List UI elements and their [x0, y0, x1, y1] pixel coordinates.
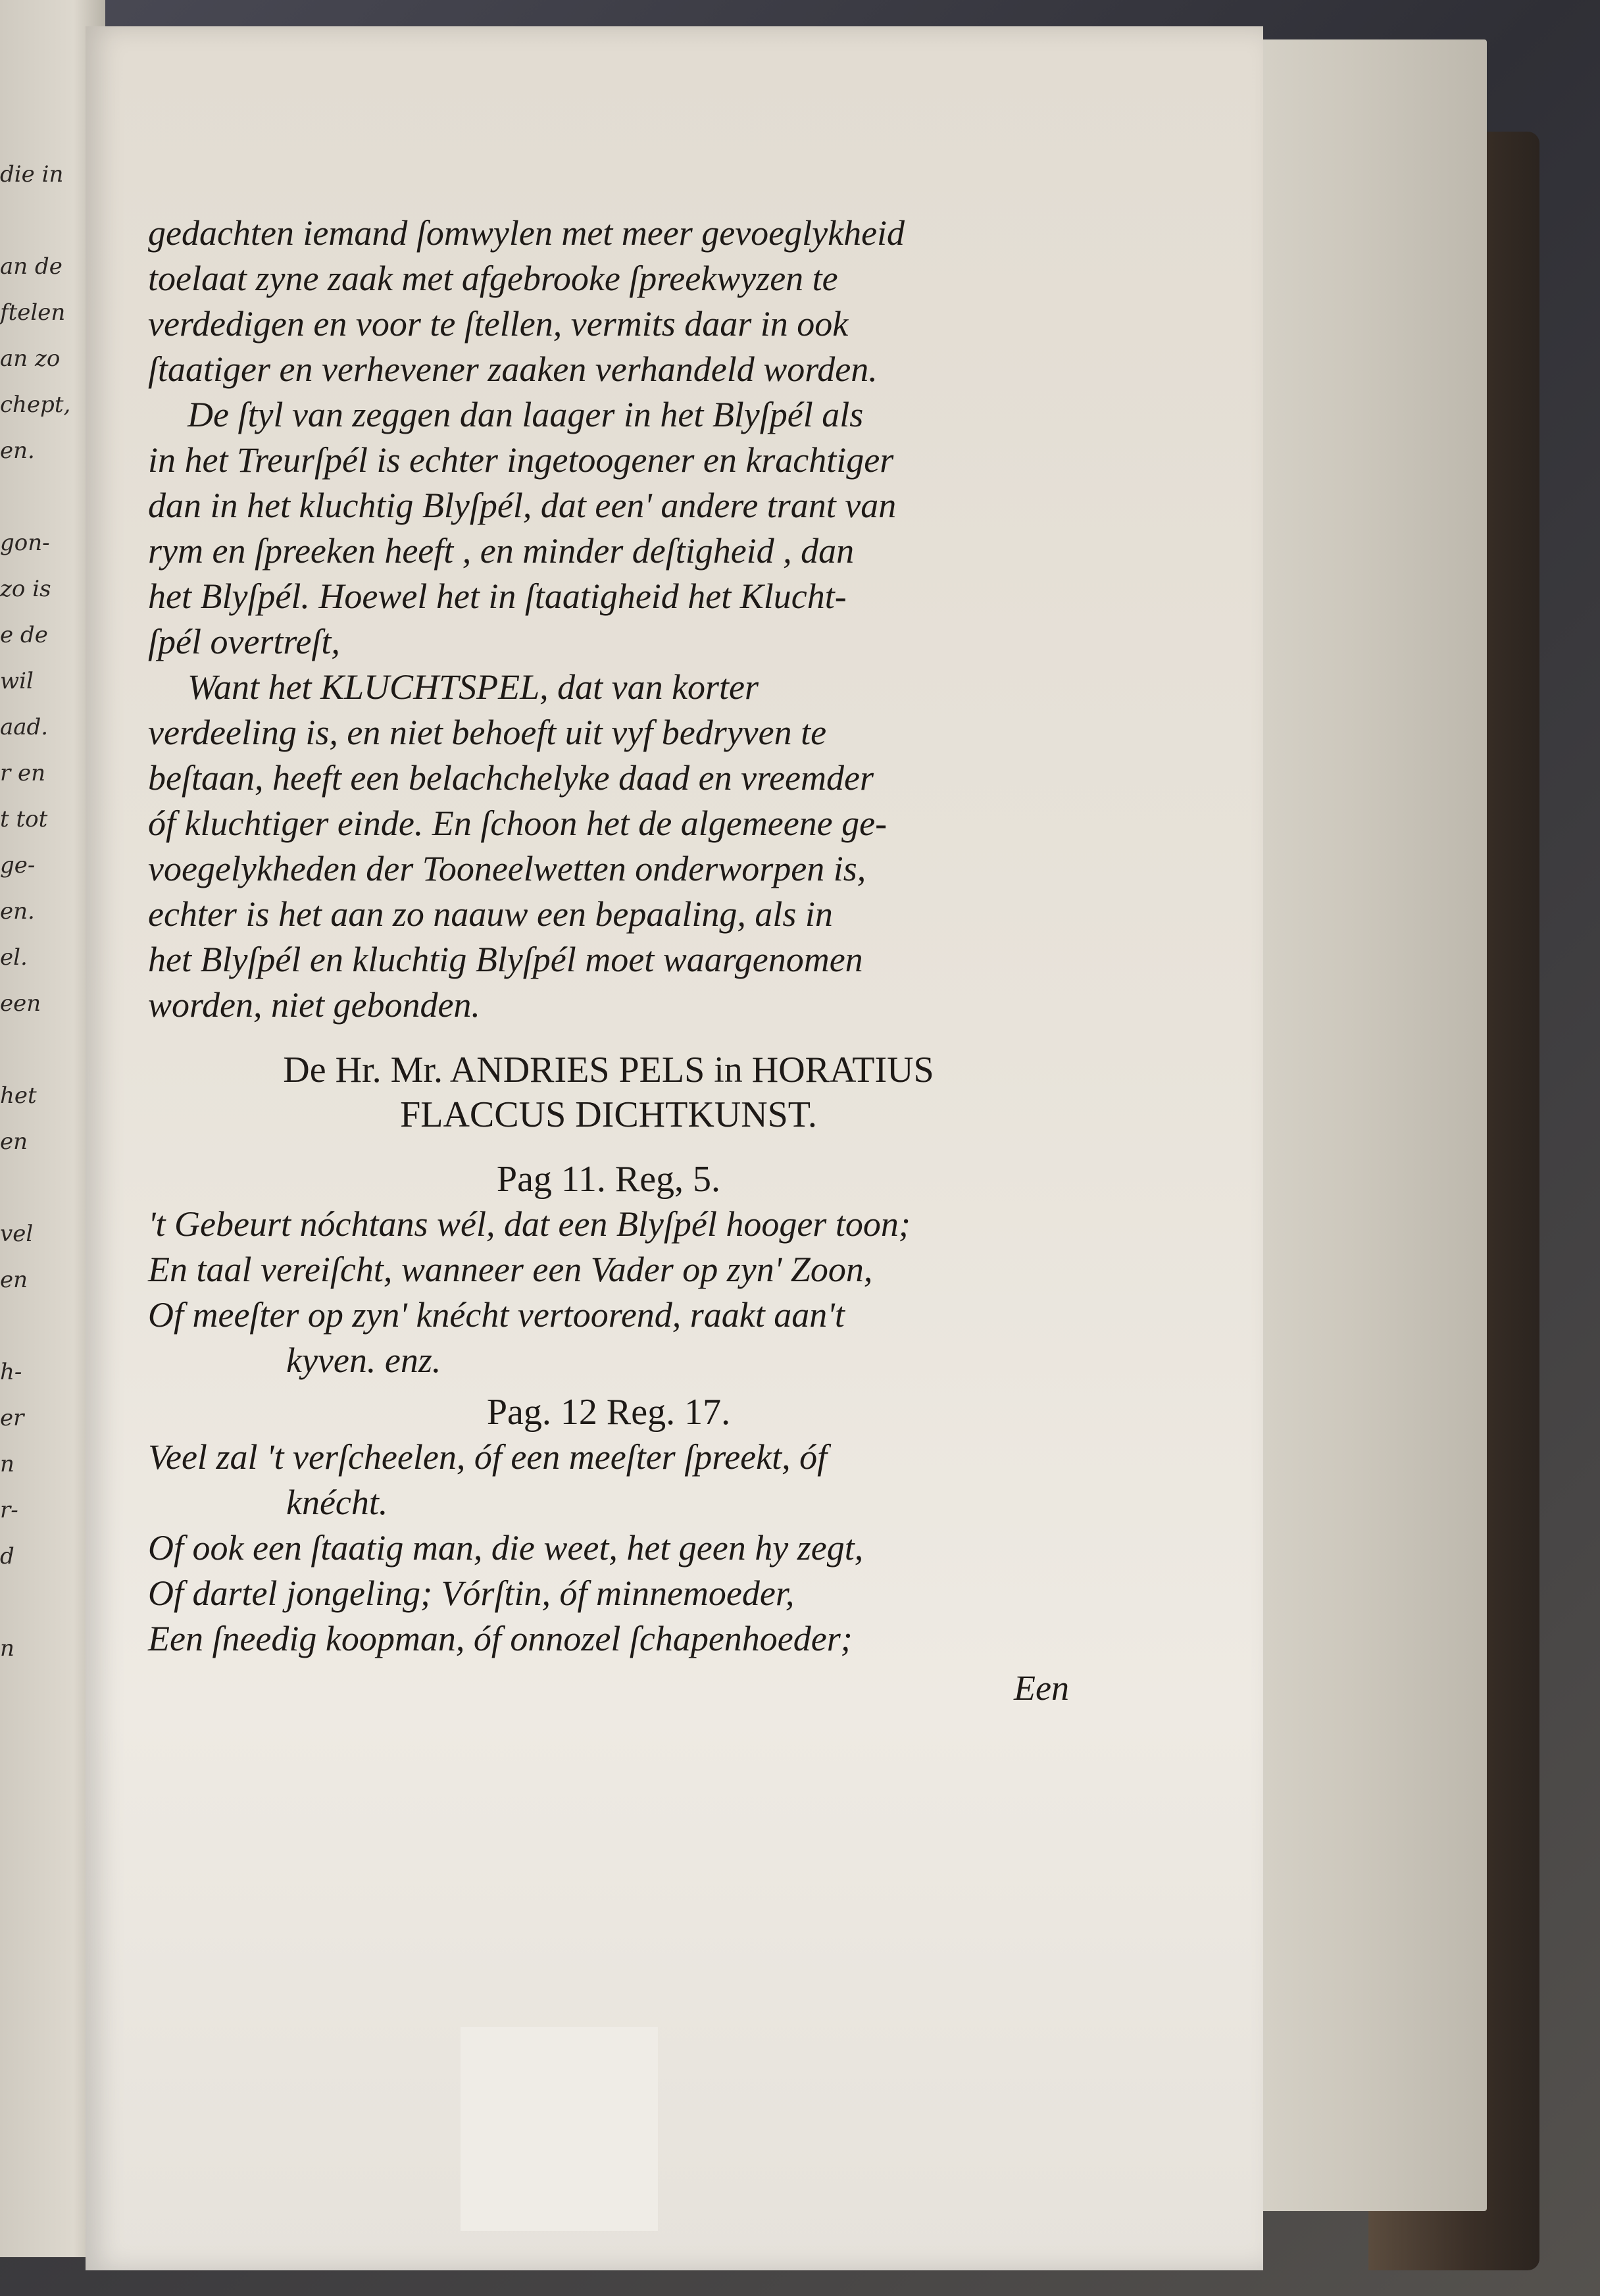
paper-patch [461, 2027, 658, 2231]
verse-line: Een ſneedig koopman, óf onnozel ſchapenhoeder; [148, 1619, 853, 1658]
page-reference-1: Pag 11. Reg, 5. [496, 1159, 721, 1200]
left-margin-fragment [0, 474, 79, 520]
text-line: toelaat zyne zaak met afgebrooke ſpreekwyzen te [148, 259, 838, 298]
left-margin-fragment: en [0, 1129, 28, 1155]
left-margin-fragment: el. [0, 944, 28, 971]
left-margin-fragment: an zo [0, 345, 61, 372]
left-margin-fragment: ge- [0, 852, 36, 879]
text-line: verdedigen en voor te ſtellen, vermits daar in ook [148, 304, 849, 344]
verse-line: En taal vereiſcht, wanneer een Vader op zyn' Zoon, [148, 1250, 873, 1289]
left-margin-fragment: ftelen [0, 299, 66, 326]
left-margin-fragment [0, 197, 79, 243]
section-heading-line-1: De Hr. Mr. ANDRIES PELS in HORATIUS [283, 1050, 934, 1090]
text-line: voegelykheden der Tooneelwetten onderworpen is, [148, 849, 866, 888]
text-line: het Blyſpél en kluchtig Blyſpél moet waargenomen [148, 940, 863, 979]
verse-line-continuation: kyven. enz. [286, 1340, 441, 1380]
text-line: in het Treurſpél is echter ingetoogener en krachtiger [148, 440, 894, 480]
left-margin-fragment: aad. [0, 714, 49, 740]
left-margin-fragment: en. [0, 438, 35, 464]
left-margin-fragment: zo is [0, 576, 51, 602]
text-line: verdeeling is, en niet behoeft uit vyf bedryven te [148, 713, 827, 752]
left-margin-fragment: die in [0, 161, 64, 188]
text-line: worden, niet gebonden. [148, 985, 480, 1025]
verse-line: Of meeſter op zyn' knécht vertoorend, raakt aan't [148, 1295, 845, 1335]
left-margin-fragment: en. [0, 898, 35, 925]
verse-line-continuation: knécht. [286, 1483, 388, 1522]
left-margin-fragment: wil [0, 668, 34, 694]
left-margin-fragment: r en [0, 760, 46, 786]
left-margin-fragment [0, 1027, 79, 1073]
text-line: ſpél overtreſt, [148, 622, 340, 661]
text-line: dan in het kluchtig Blyſpél, dat een' andere trant van [148, 486, 897, 525]
verse-line: Of ook een ſtaatig man, die weet, het geen hy zegt, [148, 1528, 864, 1568]
left-margin-fragment: gon- [0, 530, 50, 556]
section-heading-line-2: FLACCUS DICHTKUNST. [400, 1094, 817, 1135]
left-margin-fragment: r- [0, 1497, 18, 1523]
verse-line: 't Gebeurt nóchtans wél, dat een Blyſpél hooger toon; [148, 1204, 911, 1244]
verse-line: Of dartel jongeling; Vórſtin, óf minnemoeder, [148, 1573, 795, 1613]
left-margin-fragment [0, 1165, 79, 1211]
left-margin-fragment: vel [0, 1221, 34, 1247]
left-margin-fragment: n [0, 1451, 14, 1477]
page-reference-2: Pag. 12 Reg. 17. [486, 1392, 731, 1433]
paragraph-2 [148, 392, 1069, 665]
left-margin-fragment: d [0, 1543, 14, 1569]
paragraph-1 [148, 211, 1069, 392]
left-margin-fragment: en [0, 1267, 28, 1293]
text-line: rym en ſpreeken heeft , en minder deſtigheid , dan [148, 531, 855, 571]
left-margin-fragment: t tot [0, 806, 48, 832]
paragraph-3 [148, 665, 1069, 1028]
text-line: ſtaatiger en verhevener zaaken verhandeld worden. [148, 349, 878, 389]
left-margin-fragment: e de [0, 622, 48, 648]
verse-line: Veel zal 't verſcheelen, óf een meeſter ſpreekt, óf [148, 1437, 828, 1477]
text-line: gedachten iemand ſomwylen met meer gevoeglykheid [148, 213, 905, 253]
left-margin-text [0, 151, 79, 1797]
left-margin-fragment: een [0, 990, 41, 1017]
text-line: beſtaan, heeft een belachchelyke daad en vreemder [148, 758, 874, 798]
catchword: Een [1014, 1668, 1069, 1708]
left-margin-fragment: h- [0, 1359, 22, 1385]
text-line: De ſtyl van zeggen dan laager in het Blyſpél als [188, 395, 864, 434]
left-margin-fragment: chept, [0, 392, 71, 418]
text-line: óf kluchtiger einde. En ſchoon het de algemeene ge- [148, 804, 888, 843]
left-margin-fragment [0, 1303, 79, 1349]
left-margin-fragment [0, 1579, 79, 1625]
page-text [148, 211, 1069, 1711]
left-margin-fragment: er [0, 1405, 24, 1431]
left-margin-fragment: n [0, 1635, 14, 1662]
text-line: Want het KLUCHTSPEL, dat van korter [188, 667, 759, 707]
text-line: echter is het aan zo naauw een bepaaling, als in [148, 894, 833, 934]
left-margin-fragment: het [0, 1083, 37, 1109]
left-margin-fragment: an de [0, 253, 63, 280]
text-line: het Blyſpél. Hoewel het in ſtaatigheid het Klucht- [148, 576, 847, 616]
